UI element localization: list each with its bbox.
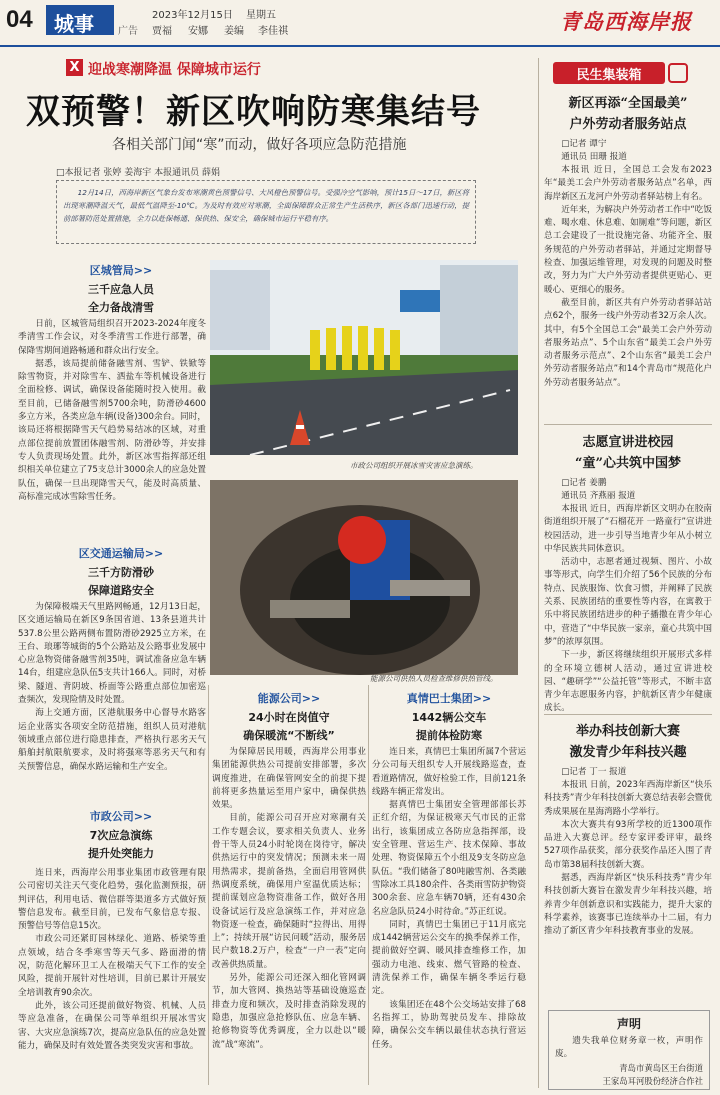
section-name: 城事 — [54, 12, 94, 36]
article-outdoor-station — [544, 92, 712, 390]
section-subtitle: 提升处突能力 — [88, 847, 154, 860]
section-subtitle: 三千应急人员 — [88, 283, 154, 296]
paragraph: 日前，区城管局组织召开2023-2024年度冬季清雪工作会议，对冬季清雪工作进行部署，确保降雪期间道路畅通和群众出行安全。 — [18, 319, 206, 356]
section-district-urban — [36, 262, 206, 315]
ad-label: 广告 — [118, 26, 138, 37]
paragraph: 据悉，西海岸新区“快乐科技秀”青少年科技创新大赛旨在激发青少年科技兴趣，培养青少年创新意识和实践能力，提升大家的科学素养，该赛事已连续举办十二届，有力推动了新区青少年科技教育事业的发展。 — [544, 873, 712, 937]
paragraph: 截至目前，新区共有户外劳动者驿站站点62个，服务一线户外劳动者32万余人次。其中，有5个全国总工会“最美工会户外劳动者服务站点”、5个山东省“最美工会户外劳动者服务示范点”、2个山东省“最美工会户外劳动者服务站点”和14个青岛市“规范化户外劳动者服务站点”。 — [544, 297, 712, 388]
notice-signer: 王家岛耳河股份经济合作社 — [602, 1075, 703, 1086]
paragraph: 为保障居民用暖，西海岸公用事业集团能源供热公司提前安排部署，多次调度推进，在确保管网安全的前提下提前将更多热量运至用户家中，确保供热效果。 — [212, 747, 366, 811]
designer-name: 姜编 — [224, 26, 244, 37]
main-headline: 双预警！新区吹响防寒集结号 — [26, 92, 481, 132]
paragraph: 海上交通方面，区港航服务中心督导水路客运企业落实各项安全防范措施，组织人员对港航领域重点部位进行隐患排查，严格执行恶劣天气船舶封航限航要求，及时将强寒等恶劣天气和有关预警信息，确保水路运输和生产安全。 — [18, 708, 206, 772]
main-subhead: 各相关部门闻“寒”而动，做好各项应急防范措施 — [112, 137, 407, 153]
article-byline: □记者 姜鹏 — [561, 478, 607, 488]
paragraph: 此外，该公司还提前做好物资、机械、人员等应急准备，在确保公司等单组织开展冰雪灾害、大灾应急演练7次，提高应急队伍的应急处置能力，确保及时有效处置各类突发灾害和事故。 — [18, 1000, 206, 1051]
section-transport — [36, 545, 206, 598]
section-energy — [212, 690, 366, 743]
paragraph: 连日来，真情巴士集团所属7个营运分公司每天组织专人开展线路巡查，查看道路情况，做好检验工作，目前121条线路车辆正常发出。 — [372, 747, 526, 797]
notice-body: 遗失我单位财务章一枚，声明作废。 — [555, 1036, 703, 1060]
section-bus — [372, 690, 526, 743]
paragraph: 据真情巴士集团安全管理部部长苏正红介绍，为保证极寒天气市民的正常出行，该集团成立各防应急指挥部，设安全管理、营运生产、技术保障、事故处理、物资保障五个小组及9支冬防应急队伍。“我们储备了80吨融雪剂、各类融雪除冰工具180余件、各类雨雪防护物资300余套、应急车辆70辆，还有430余名应急队员24小时待命。”苏正红说。 — [372, 800, 526, 917]
paragraph: 据悉，该局提前储备融雪剂、雪铲、铁锨等除雪物资，并对除雪车、洒盐车等机械设备进行全面检修、调试，确保设备能随时投入使用。截至目前，已储备融雪剂5700余吨，防滑砂4600多立方米，各类应急车辆(设备)300余台。同时，该局还将根据降雪天气趋势易结冰的区域，对重点部位提前放置团体融雪剂、防滑砂等，并安排专人负责现场处置。此外，新区冰雪指挥部还组织相关单位建立了75支总计3000余人的应急处置队伍，确保一旦出现降雪天气，能及时高质量、高标准完成冰雪除雪任务。 — [18, 358, 206, 502]
section-district-urban-body — [18, 318, 206, 504]
notice-signer: 青岛市黄岛区王台街道 — [619, 1062, 703, 1073]
paragraph: 为保障极端天气里路网畅通，12月13日起，区交通运输局在新区9条国省道、13条县道共计537.8公里公路两侧布置防滑砂2925立方米，在王台、琅琊等城街的5个公路站及公路事业发展中心应急物资储备融雪剂35吨，调试准备应急车辆14台，组建应急队伍5支共计166人。同时，对桥梁、隧道、背阴坡、桥面等公路重点部位加密巡查频次，发现险情及时处置。 — [18, 602, 206, 706]
section-subtitle: 1442辆公交车 — [411, 711, 487, 724]
section-subtitle: 提前体检防寒 — [416, 729, 482, 742]
photo-snow-drill — [210, 260, 518, 455]
section-municipal-body — [18, 867, 206, 1053]
paragraph: 连日来，西海岸公用事业集团市政管理有限公司密切关注天气变化趋势，强化监测预报，研判评估，利用电话、微信群等渠道多方式做好预警信息发布。截至目前，已发布气象信息专报、预警信号等信息15次。 — [18, 868, 206, 932]
section-title: 真情巴士集团>> — [406, 692, 492, 705]
article-campus-lecture — [544, 431, 712, 716]
issue-date: 2023年12月15日 — [152, 10, 233, 21]
lead-box — [56, 180, 476, 244]
livelihood-box-text: 民生集装箱 — [576, 68, 642, 83]
paragraph: 该集团还在48个公交场站安排了68名指挥工，协助驾驶员发车、排除故障，确保公交车辆以最佳状态执行营运任务。 — [372, 999, 526, 1050]
column-rule — [208, 685, 209, 1085]
section-title: 市政公司>> — [89, 810, 153, 823]
section-title: 能源公司>> — [257, 692, 321, 705]
paragraph: 本报讯 近日，西海岸新区文明办在胶南街道组织开展了“石榴花开 一路童行”宣讲进校园活动，进一步引导当地青少年从小树立中华民族共同体意识。 — [544, 504, 712, 554]
section-subtitle: 保障道路安全 — [88, 584, 154, 597]
section-energy-body — [212, 746, 366, 1052]
paragraph: 本报讯 近日，全国总工会发布2023年“最美工会户外劳动者服务站点”名单，西海岸新区五龙河户外劳动者驿站榜上有名。 — [544, 165, 712, 202]
box-icon — [668, 63, 688, 83]
article-title: 户外劳动者服务站点 — [569, 117, 687, 132]
proofreader-name: 李佳祺 — [258, 26, 288, 37]
paragraph: 本报讯 日前，2023年西海岸新区“快乐科技秀”青少年科技创新大赛总结表彰会暨优秀成果展在星海湾路小学举行。 — [544, 780, 712, 817]
column-rule — [538, 58, 539, 1088]
page-number: 04 — [6, 6, 33, 33]
paragraph: 同时，真情巴士集团已于11月底完成1442辆营运公交车的换季保养工作，提前做好空调、暖风排查维修工作，加强动力电池、线束、燃气管路的检查、清洗保养工作，确保车辆冬季运行稳定。 — [372, 919, 526, 997]
column-rule — [368, 685, 369, 1085]
paragraph: 活动中，志愿者通过视频、图片、小故事等形式，向学生们介绍了56个民族的分布特点、民族服饰、饮食习惯，并阐释了民族关系、民族团结的重要性等内容，在寓教于乐中将民族团结进步的种子播撒在青少年心中，营造了“中华民族一家亲，童心共筑中国梦”的浓厚氛围。 — [544, 557, 712, 647]
article-title: 新区再添“全国最美” — [568, 96, 688, 111]
lead-text: 12月14日，西海岸新区气象台发布寒潮黄色预警信号、大风橙色预警信号。受强冷空气影响，预计15日～17日，新区将出现寒潮降温天气，最低气温降至-10℃。为及时有效应对寒潮，全面保障群众正常生产生活秩序，新区各部门迅速行动，提前部署防范处置措施，全力以赴保畅通、保供热、保安全，确保城市运行平稳有序。 — [63, 188, 469, 223]
issue-weekday: 星期五 — [246, 10, 276, 21]
section-subtitle: 确保暖流“不断线” — [243, 729, 335, 742]
section-title: 区城管局>> — [89, 264, 153, 277]
article-title: “童”心共筑中国梦 — [575, 456, 681, 471]
section-bus-body — [372, 746, 526, 1052]
notice-box — [548, 1010, 710, 1090]
paragraph: 下一步，新区将继续组织开展形式多样的全环境立德树人活动，通过宣讲进校园、“趣研学”“公益托管”等形式，不断丰富青少年志愿服务内容，护航新区青少年健康成长。 — [544, 650, 712, 714]
article-science-contest — [544, 720, 712, 939]
section-subtitle: 24小时在岗值守 — [248, 711, 330, 724]
article-byline: 通讯员 齐燕丽 报道 — [561, 491, 636, 501]
masthead-logo: 青岛西海岸报 — [560, 9, 692, 34]
article-byline: □记者 丁一 报道 — [561, 767, 627, 777]
article-title: 激发青少年科技兴趣 — [569, 745, 687, 760]
article-byline: 通讯员 田珊 报道 — [561, 152, 627, 162]
section-subtitle: 全力备战清雪 — [88, 301, 154, 314]
article-title: 志愿宣讲进校园 — [582, 435, 674, 450]
paragraph: 市政公司还紧盯园林绿化、道路、桥梁等重点领域，结合冬季寒雪等天气多、路面滑的情况，防范化解环卫工人在极端天气下工作的安全风险，提前开展针对性培训，目前已累计开展安全培训教育90余次。 — [18, 934, 206, 998]
header-rule — [0, 45, 720, 47]
photo1-caption: 市政公司组织开展冰雪灾害应急演练。 — [350, 461, 478, 470]
article-rule — [544, 424, 712, 425]
kicker-badge: X — [66, 59, 83, 76]
photo2-caption: 能源公司供热人员检查维修供热管线。 — [370, 674, 498, 683]
section-title: 区交通运输局>> — [78, 547, 164, 560]
article-rule — [544, 714, 712, 715]
section-municipal — [36, 808, 206, 861]
section-subtitle: 三千方防滑砂 — [88, 566, 154, 579]
main-byline: □本报记者 张婷 姜海宇 本报通讯员 薛娟 — [56, 168, 220, 178]
reviewer-name: 安娜 — [188, 26, 208, 37]
notice-title: 声明 — [616, 1017, 641, 1031]
page-header — [0, 0, 720, 44]
article-title: 举办科技创新大赛 — [575, 724, 680, 739]
section-subtitle: 7次应急演练 — [89, 829, 153, 842]
photo-heating-pipe — [210, 480, 518, 675]
kicker: 迎战寒潮降温 保障城市运行 — [88, 62, 261, 78]
section-transport-body — [18, 601, 206, 774]
paragraph: 目前，能源公司召开应对寒潮有关工作专题会议，要求相关负责人、业务骨干等人员24小时轮岗在岗待守，解决供热运行中的突发情况；预测未来一周用热需求，提前备热，全面启用管网供热调度系统，确保用户室温优质达标；提前谋划应急物资准备工作，做好各用设备试运行及应急演练工作，并对应急物资逐一检查，确保随时“拉得出、用得上”；持续开展“访民问暖”活动，服务居民户数18.2万户，检查“一户一表”定向改善供热质量。 — [212, 813, 366, 970]
paragraph: 另外，能源公司还深入细化管网调节，加大管网、换热站等基础设施巡查排查力度和频次，及时排查消除发现的隐患，加强应急抢修队伍、应急车辆、抢修物资等优秀调度，全力以赴以“暖流”战“寒流”。 — [212, 973, 366, 1050]
paragraph: 近年来，为解决户外劳动者工作中“吃饭难、喝水难、休息难、如厕难”等问题，新区总工会建设了一批设施完备、功能齐全、服务规范的户外劳动者驿站，并通过定期督导检查、加强运维管理，对发现的问题及时整改，努力为广大户外劳动者提供更贴心、更暖心、更细心的服务。 — [544, 204, 712, 295]
article-byline: □记者 谭宁 — [561, 139, 607, 149]
editor-name: 贾福 — [152, 26, 172, 37]
paragraph: 本次大赛共有93所学校的近1300项作品进入大赛总评。经专家评委评审，最终527项作品获奖，部分获奖作品还入围了青岛市第38届科技创新大赛。 — [544, 819, 712, 870]
